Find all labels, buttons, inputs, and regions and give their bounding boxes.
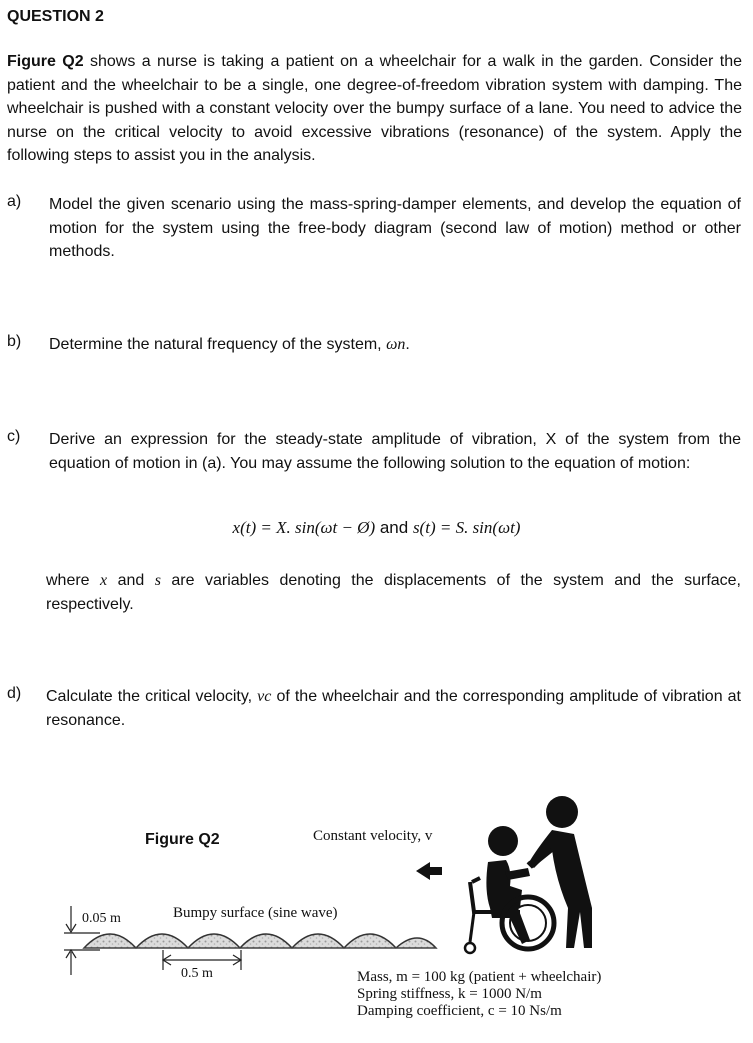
part-b-end: . <box>405 336 410 353</box>
where-text-2: and <box>107 572 155 589</box>
part-c-text: Derive an expression for the steady-state amplitude of vibration, X of the system from the equation of motion in (a). You may assume the following solution to the equation of motion: <box>49 431 741 472</box>
question-heading: QUESTION 2 <box>7 8 104 25</box>
equation-and: and <box>375 518 413 537</box>
figure-q2-diagram <box>0 790 753 1043</box>
part-a-text: Model the given scenario using the mass-spring-damper elements, and develop the equation of motion for the system using the free-body diagram (second law of motion) method or other methods. <box>49 196 741 260</box>
mass-property: Mass, m = 100 kg (patient + wheelchair) <box>357 969 602 985</box>
part-c-where <box>46 569 741 616</box>
equation-x: x(t) = X. sin(ωt − Ø) <box>232 518 376 537</box>
var-s: s <box>154 572 161 589</box>
figure-title: Figure Q2 <box>145 831 220 848</box>
natural-frequency-symbol: ωn <box>386 336 406 353</box>
where-text-1: where <box>46 572 101 589</box>
velocity-arrow <box>416 862 442 880</box>
nurse-icon <box>528 796 592 948</box>
part-d-text-1: Calculate the critical velocity, <box>46 688 258 705</box>
critical-velocity-symbol: vc <box>257 688 272 705</box>
part-c-label: c) <box>7 428 21 445</box>
wavelength-dimension <box>163 950 241 970</box>
part-d-text-2: of the wheelchair and the corresponding amplitude of vibration at resonance. <box>46 688 742 729</box>
wavelength-label: 0.5 m <box>181 966 213 981</box>
velocity-label: Constant velocity, v <box>313 828 433 844</box>
part-b-label: b) <box>7 333 22 350</box>
intro-text: shows a nurse is taking a patient on a wheelchair for a walk in the garden. Consider the patient and the wheelchair to be a single, one degree-of-freedom vibration system with damping. The wheelchair is pushed with a constant velocity over the bumpy surface of a lane. You need to advice the nurse on the critical velocity to avoid excessive vibrations (resonance) of the system. Apply the following steps to assist you in the analysis. <box>7 53 742 164</box>
intro-paragraph <box>7 50 742 168</box>
equation-s: s(t) = S. sin(ωt) <box>412 518 521 537</box>
part-a-label: a) <box>7 193 22 210</box>
part-d-label: d) <box>7 685 22 702</box>
where-text-3: are variables denoting the displacements of the system and the surface, respectively. <box>46 572 742 613</box>
damping-property: Damping coefficient, c = 10 Ns/m <box>357 1003 562 1019</box>
part-b-text <box>49 333 741 357</box>
part-b-sentence: Determine the natural frequency of the system, <box>49 336 387 353</box>
figure-reference: Figure Q2 <box>7 53 84 70</box>
var-x: x <box>100 572 108 589</box>
stiffness-property: Spring stiffness, k = 1000 N/m <box>357 986 542 1002</box>
solution-equations <box>0 518 753 538</box>
amplitude-label: 0.05 m <box>82 911 121 926</box>
surface-label: Bumpy surface (sine wave) <box>173 905 338 921</box>
part-d-text <box>46 685 741 732</box>
bumpy-surface <box>84 934 436 948</box>
